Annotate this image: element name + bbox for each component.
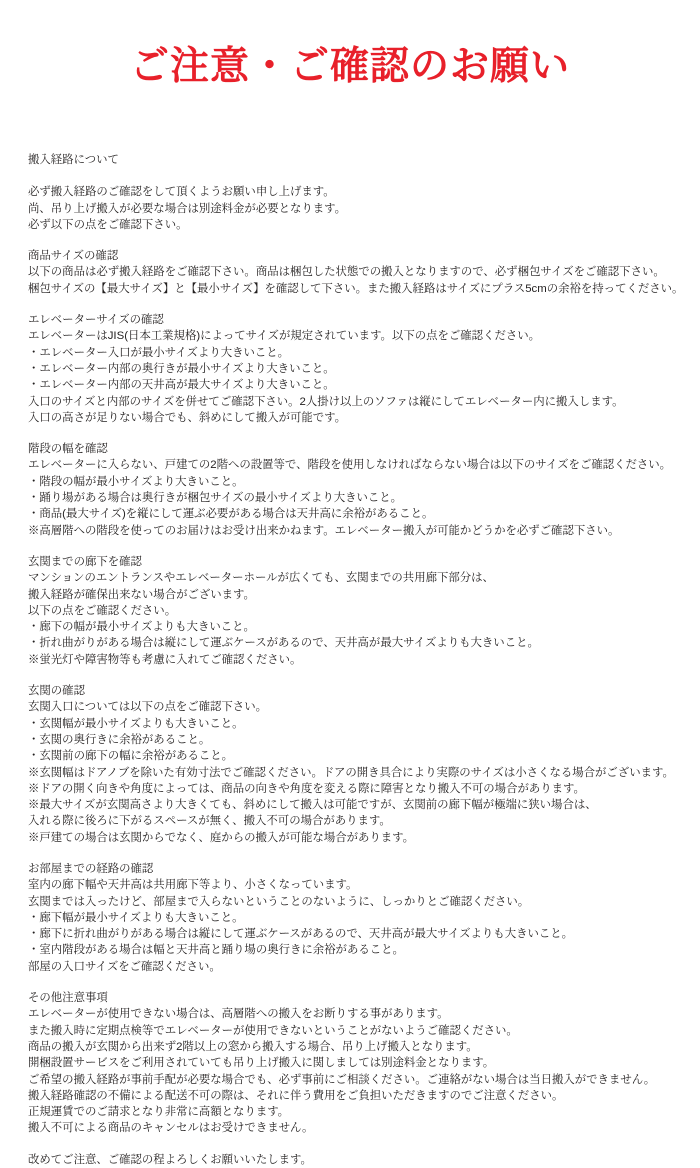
section-line: マンションのエントランスやエレベーターホールが広くても、玄関までの共用廊下部分は、 [28,572,494,585]
section-line: ※最大サイズが玄関高さより大きくても、斜めにして搬入は可能ですが、玄関前の廊下幅が極端に狭い場合は、 [28,799,597,812]
section-heading: 階段の幅を確認 [28,443,108,456]
document-section [28,554,680,668]
document-section [28,441,680,539]
document-section [28,683,680,846]
section-line: ・玄関前の廊下の幅に余裕があること。 [28,750,234,763]
section-heading: 搬入経路について [28,154,119,166]
section-line: 以下の点をご確認ください。 [28,604,177,617]
section-line: 搬入経路確認の不備による配送不可の際は、それに伴う費用をご負担いただきますのでご注意ください。 [28,1089,564,1102]
document-section [28,248,684,297]
section-line: 必ず搬入経路のご確認をして頂くようお願い申し上げます。 [28,186,335,199]
section-line: ・エレベーター内部の奥行きが最小サイズより大きいこと。 [28,362,335,375]
section-line: エレベーターが使用できない場合は、高層階への搬入をお断りする事があります。 [28,1008,449,1021]
document-section [28,861,680,975]
page-title: ご注意・ご確認のお願い [129,45,570,88]
section-line: ※高層階への階段を使ってのお届けはお受け出来かねます。エレベーター搬入が可能かどうかを必ずご確認下さい。 [28,524,620,537]
section-line: ・室内階段がある場合は幅と天井高と踊り場の奥行きに余裕があること。 [28,944,404,957]
section-line: ご希望の搬入経路が事前手配が必要な場合でも、必ず事前にご相談ください。ご連絡がない場合は当日搬入ができません。 [28,1073,656,1086]
section-line: ・踊り場がある場合は奥行きが梱包サイズの最小サイズより大きいこと。 [28,492,403,505]
section-line: エレベーターに入らない、戸建ての2階への設置等で、階段を使用しなければならない場合は以下のサイズをご確認ください。 [28,459,672,472]
section-line: 商品の搬入が玄関から出来ず2階以上の窓から搬入する場合、吊り上げ搬入となります。 [28,1040,478,1053]
section-line: ※玄関幅はドアノブを除いた有効寸法でご確認ください。ドアの開き具合により実際のサイズは小さくなる場合がございます。 [28,766,674,779]
section-heading: 玄関の確認 [28,685,85,698]
section-heading: エレベーターサイズの確認 [28,314,164,327]
section-heading: お部屋までの経路の確認 [28,862,154,875]
section-line: 開梱設置サービスをご利用されていても吊り上げ搬入に関しましては別途料金となります。 [28,1057,495,1070]
document-body [28,152,684,1168]
section-line: 入口の高さが足りない場合でも、斜めにして搬入が可能です。 [28,411,347,424]
section-line: ・玄関幅が最小サイズよりも大きいこと。 [28,717,244,730]
section-line: 玄関入口については以下の点をご確認下さい。 [28,701,267,714]
section-line: 改めてご注意、ご確認の程よろしくお願いいたします。 [28,1153,312,1166]
section-line: ・エレベーター内部の天井高が最大サイズより大きいこと。 [28,379,335,392]
section-line: ※ドアの開く向きや角度によっては、商品の向きや角度を変える際に障害となり搬入不可の場合があります。 [28,782,585,795]
section-line: 正規運賃でのご請求となり非常に高額となります。 [28,1106,290,1119]
section-line: ・折れ曲がりがある場合は縦にして運ぶケースがあるので、天井高が最大サイズよりも大きいこと。 [28,637,539,650]
section-spacer [28,168,680,184]
section-line: 以下の商品は必ず搬入経路をご確認下さい。商品は梱包した状態での搬入となりますので、必ず梱包サイズをご確認下さい。 [28,266,665,279]
section-line: ・エレベーター入口が最小サイズより大きいこと。 [28,346,290,359]
section-line: ・玄関の奥行きに余裕があること。 [28,733,211,746]
document-section [28,1152,680,1168]
section-line: エレベーターはJIS(日本工業規格)によってサイズが規定されています。以下の点をご確認ください。 [28,330,541,343]
section-line: 玄関までは入ったけど、部屋まで入らないということのないように、しっかりとご確認ください。 [28,895,530,908]
section-line: 入れる際に後ろに下がるスペースが無く、搬入不可の場合があります。 [28,815,391,828]
section-heading: 玄関までの廊下を確認 [28,555,142,568]
section-line: ・廊下幅が最小サイズよりも大きいこと。 [28,911,244,924]
section-heading: 商品サイズの確認 [28,250,119,263]
section-line: 搬入経路が確保出来ない場合がございます。 [28,588,255,601]
section-line: 部屋の入口サイズをご確認ください。 [28,960,221,973]
document-section [28,312,680,426]
section-line: 梱包サイズの【最大サイズ】と【最小サイズ】を確認して下さい。また搬入経路はサイズにプラス5cmの余裕を持ってください。 [28,282,684,295]
section-line: 必ず以下の点をご確認下さい。 [28,218,188,231]
section-heading: その他注意事項 [28,992,108,1005]
section-line: ・廊下に折れ曲がりがある場合は縦にして運ぶケースがあるので、天井高が最大サイズよりも大きいこと。 [28,928,574,941]
section-line: 室内の廊下幅や天井高は共用廊下等より、小さくなっています。 [28,879,358,892]
section-line: 入口のサイズと内部のサイズを併せてご確認下さい。2人掛け以上のソファは縦にしてエレベーター内に搬入します。 [28,395,624,408]
section-line: 尚、吊り上げ搬入が必要な場合は別途料金が必要となります。 [28,202,347,215]
document-section [28,152,680,233]
section-line: 搬入不可による商品のキャンセルはお受けできません。 [28,1122,314,1135]
section-line: ・廊下の幅が最小サイズよりも大きいこと。 [28,621,255,634]
section-line: また搬入時に定期点検等でエレベーターが使用できないということがないようご確認ください。 [28,1024,518,1037]
section-line: ※戸建ての場合は玄関からでなく、庭からの搬入が可能な場合があります。 [28,831,415,844]
document-section [28,990,680,1137]
section-line: ※蛍光灯や障害物等も考慮に入れてご確認ください。 [28,653,302,666]
section-line: ・階段の幅が最小サイズより大きいこと。 [28,475,244,488]
section-line: ・商品(最大サイズ)を縦にして運ぶ必要がある場合は天井高に余裕があること。 [28,508,434,521]
